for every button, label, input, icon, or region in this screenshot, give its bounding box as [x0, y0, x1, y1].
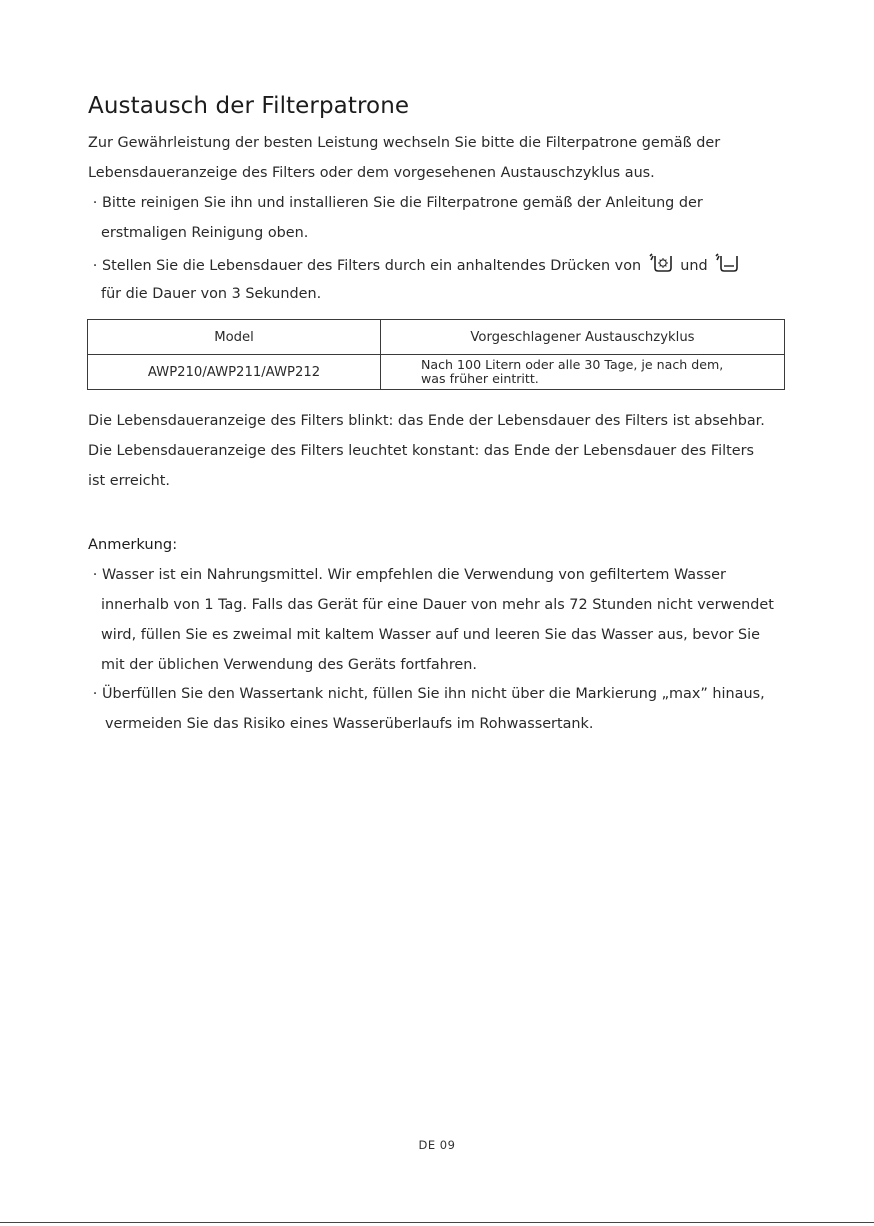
- table-header-cycle: Vorgeschlagener Austauschzyklus: [381, 320, 785, 355]
- bullet-2-line-1: [88, 253, 742, 279]
- table-cell-model: AWP210/AWP211/AWP212: [88, 355, 381, 390]
- cycle-line-1: Nach 100 Litern oder alle 30 Tage, je nach dem,: [421, 357, 724, 372]
- bullet-marker: ·: [92, 567, 98, 583]
- cycle-line-2: was früher eintritt.: [421, 371, 539, 386]
- note-2-line-2: vermeiden Sie das Risiko eines Wasserüberlaufs im Rohwassertank.: [105, 716, 594, 732]
- table-header-row: [88, 320, 785, 355]
- note-1-line-2: innerhalb von 1 Tag. Falls das Gerät für eine Dauer von mehr als 72 Stunden nicht verwendet: [101, 597, 774, 613]
- page-title: Austausch der Filterpatrone: [88, 93, 410, 119]
- filter-reset-icon: [648, 253, 674, 279]
- cup-icon: [714, 253, 740, 279]
- status-line-1: Die Lebensdaueranzeige des Filters blinkt: das Ende der Lebensdauer des Filters ist absehbar.: [88, 413, 765, 429]
- table-row: [88, 355, 785, 390]
- table-header-model: Model: [88, 320, 381, 355]
- bottom-divider: [0, 1222, 874, 1223]
- replacement-cycle-table: [87, 319, 785, 390]
- bullet-2-text-mid: und: [680, 258, 708, 274]
- note-heading: Anmerkung:: [88, 536, 178, 553]
- note-1-line-4: mit der üblichen Verwendung des Geräts fortfahren.: [101, 657, 477, 673]
- intro-line-2: Lebensdaueranzeige des Filters oder dem vorgesehenen Austauschzyklus aus.: [88, 165, 655, 181]
- bullet-marker: ·: [92, 258, 98, 274]
- bullet-marker: ·: [92, 195, 98, 211]
- bullet-marker: ·: [92, 686, 98, 702]
- note-2-text: Überfüllen Sie den Wassertank nicht, füllen Sie ihn nicht über die Markierung „max” hinaus,: [102, 686, 765, 702]
- note-1-line-1: [88, 565, 726, 585]
- bullet-2-line-2: für die Dauer von 3 Sekunden.: [101, 286, 322, 302]
- bullet-1-line-1: [88, 193, 703, 213]
- status-line-2: Die Lebensdaueranzeige des Filters leuchtet konstant: das Ende der Lebensdauer des Filters: [88, 443, 754, 459]
- page-number: DE 09: [418, 1138, 456, 1152]
- intro-line-1: Zur Gewährleistung der besten Leistung wechseln Sie bitte die Filterpatrone gemäß der: [88, 135, 721, 151]
- note-1-line-3: wird, füllen Sie es zweimal mit kaltem Wasser auf und leeren Sie das Wasser aus, bevor Sie: [101, 627, 761, 643]
- bullet-1-line-2: erstmaligen Reinigung oben.: [101, 225, 309, 241]
- bullet-2-text-pre: Stellen Sie die Lebensdauer des Filters durch ein anhaltendes Drücken von: [102, 258, 642, 274]
- bullet-1-text: Bitte reinigen Sie ihn und installieren Sie die Filterpatrone gemäß der Anleitung der: [102, 195, 703, 211]
- note-1-text: Wasser ist ein Nahrungsmittel. Wir empfehlen die Verwendung von gefiltertem Wasser: [102, 567, 726, 583]
- status-line-3: ist erreicht.: [88, 473, 170, 489]
- table-cell-cycle: [381, 355, 785, 390]
- note-2-line-1: [88, 684, 765, 704]
